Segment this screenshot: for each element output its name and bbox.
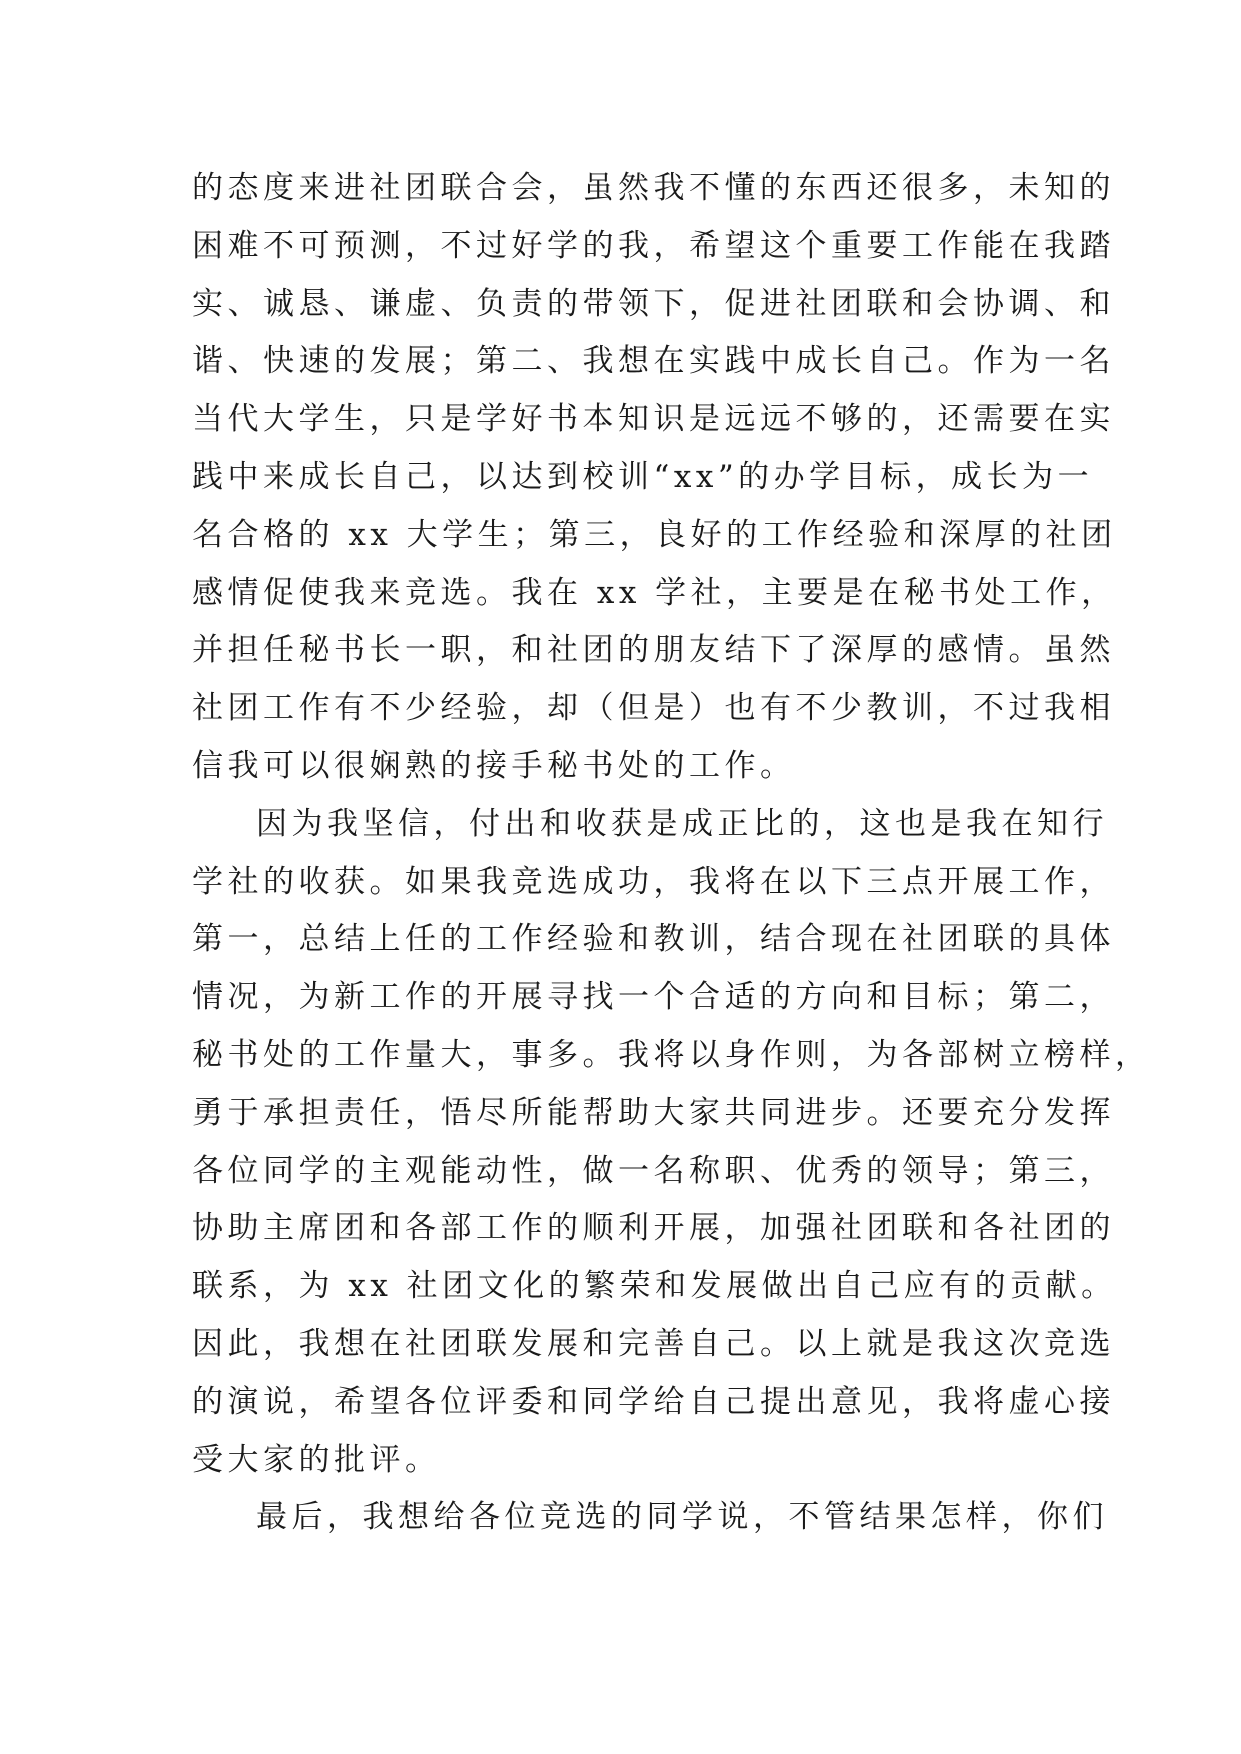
text-line: 的演说，希望各位评委和同学给自己提出意见，我将虚心接 xyxy=(192,1383,1115,1420)
text-line: 因为我坚信，付出和收获是成正比的，这也是我在知行 xyxy=(256,805,1108,842)
text-line: 社团工作有不少经验，却（但是）也有不少教训，不过我相 xyxy=(192,690,1115,727)
text-line: 因此，我想在社团联发展和完善自己。以上就是我这次竞选 xyxy=(192,1325,1115,1362)
paragraph xyxy=(192,1489,1108,1547)
text-line: 谐、快速的发展；第二、我想在实践中成长自己。作为一名 xyxy=(192,343,1115,380)
text-line: 名合格的 xx 大学生；第三，良好的工作经验和深厚的社团 xyxy=(192,516,1117,553)
text-line: 信我可以很娴熟的接手秘书处的工作。 xyxy=(192,747,796,784)
paragraph xyxy=(192,160,1117,796)
paragraph xyxy=(192,796,1151,1490)
text-line: 第一，总结上任的工作经验和教训，结合现在社团联的具体 xyxy=(192,921,1115,958)
text-line: 联系，为 xx 社团文化的繁荣和发展做出自己应有的贡献。 xyxy=(192,1268,1117,1305)
text-line: 感情促使我来竞选。我在 xx 学社，主要是在秘书处工作， xyxy=(192,574,1117,611)
text-line: 勇于承担责任，悟尽所能帮助大家共同进步。还要充分发挥 xyxy=(192,1094,1115,1131)
text-line: 并担任秘书长一职，和社团的朋友结下了深厚的感情。虽然 xyxy=(192,632,1115,669)
text-line: 各位同学的主观能动性，做一名称职、优秀的领导；第三， xyxy=(192,1152,1115,1189)
text-line: 践中来成长自己，以达到校训“xx”的办学目标，成长为一 xyxy=(192,458,1094,495)
text-line: 最后，我想给各位竞选的同学说，不管结果怎样，你们 xyxy=(256,1499,1108,1536)
text-line: 情况，为新工作的开展寻找一个合适的方向和目标；第二， xyxy=(192,979,1115,1016)
text-line: 当代大学生，只是学好书本知识是远远不够的，还需要在实 xyxy=(192,401,1115,438)
text-line: 秘书处的工作量大，事多。我将以身作则，为各部树立榜样， xyxy=(192,1036,1151,1073)
text-line: 实、诚恳、谦虚、负责的带领下，促进社团联和会协调、和 xyxy=(192,285,1115,322)
text-line: 的态度来进社团联合会，虽然我不懂的东西还很多，未知的 xyxy=(192,170,1115,206)
text-line: 学社的收获。如果我竞选成功，我将在以下三点开展工作， xyxy=(192,863,1115,900)
text-line: 协助主席团和各部工作的顺利开展，加强社团联和各社团的 xyxy=(192,1210,1115,1247)
text-line: 受大家的批评。 xyxy=(192,1441,441,1478)
text-line: 困难不可预测，不过好学的我，希望这个重要工作能在我踏 xyxy=(192,227,1115,264)
document-body xyxy=(192,160,1151,1547)
